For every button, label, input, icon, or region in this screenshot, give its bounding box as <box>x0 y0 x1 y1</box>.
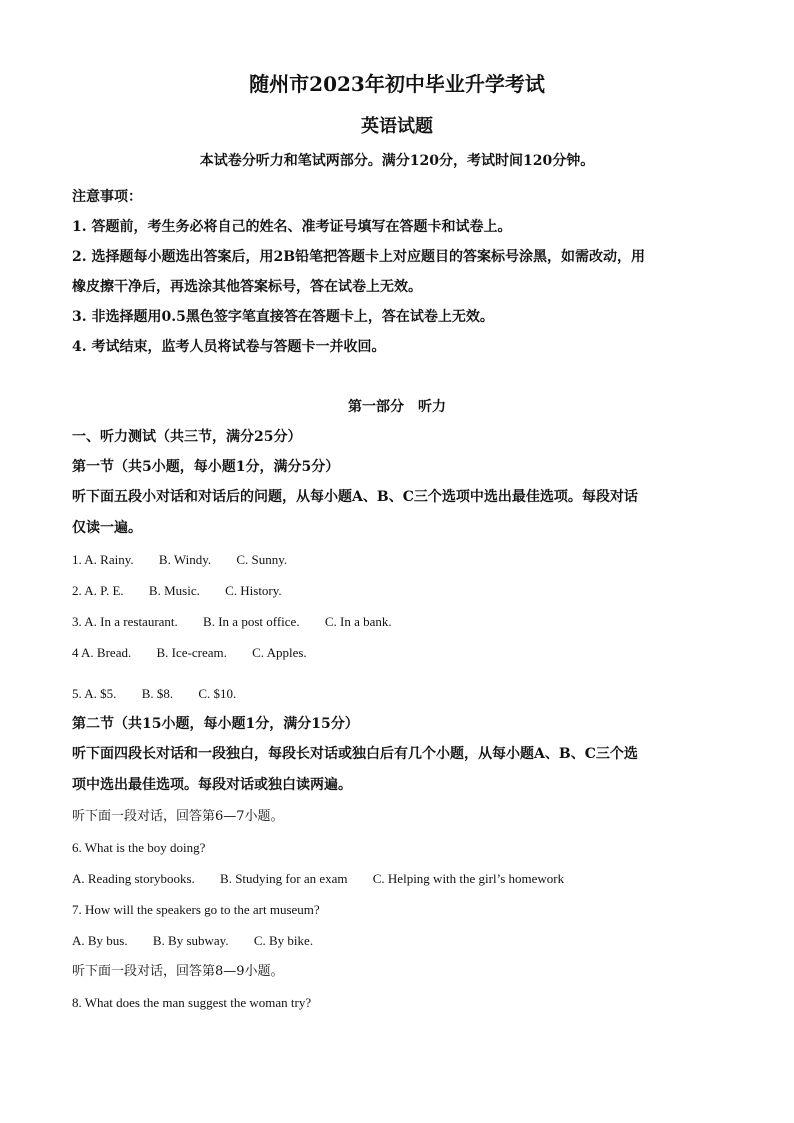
notes-item: 2. 选择题每小题选出答案后，用2B铅笔把答题卡上对应题目的答案标号涂黑，如需改动，用 <box>72 249 646 265</box>
question-5 <box>72 678 722 709</box>
option-c: C. Apples. <box>252 645 307 660</box>
notes-item: 3. 非选择题用0.5黑色签字笔直接答在答题卡上，答在试卷上无效。 <box>72 309 494 325</box>
question-number: 4 <box>72 645 79 660</box>
sec1-instruction-cont: 仅读一遍。 <box>72 520 142 536</box>
question-number: 2. <box>72 583 82 598</box>
option-c: C. By bike. <box>253 933 314 948</box>
sec2-instruction: 听下面四段长对话和一段独白，每段长对话或独白后有几个小题，从每小题A、B、C三个选 <box>72 746 638 762</box>
dialog-intro: 听下面一段对话，回答第8—9小题。 <box>72 964 284 979</box>
option-a: A. Rainy. <box>84 552 134 567</box>
question-6: 6. What is the boy doing? <box>72 840 206 855</box>
question-4 <box>72 637 722 668</box>
option-b: B. Studying for an exam <box>220 871 348 886</box>
option-b: B. Music. <box>148 583 200 598</box>
notes-item: 1. 答题前，考生务必将自己的姓名、准考证号填写在答题卡和试卷上。 <box>72 219 512 235</box>
question-number: 1. <box>72 552 82 567</box>
option-b: B. Ice-cream. <box>156 645 227 660</box>
question-8: 8. What does the man suggest the woman try? <box>72 995 312 1010</box>
question-1 <box>72 544 722 575</box>
option-a: A. By bus. <box>72 933 128 948</box>
option-b: B. Windy. <box>158 552 212 567</box>
option-c: C. Sunny. <box>236 552 288 567</box>
option-a: A. $5. <box>84 686 117 701</box>
option-a: A. In a restaurant. <box>84 614 178 629</box>
option-c: C. Helping with the girl’s homework <box>372 871 565 886</box>
question-7-options <box>72 925 722 956</box>
option-b: B. By subway. <box>152 933 229 948</box>
sec2-instruction-cont: 项中选出最佳选项。每段对话或独白读两遍。 <box>72 777 352 793</box>
question-7: 7. How will the speakers go to the art museum? <box>72 902 320 917</box>
exam-intro: 本试卷分听力和笔试两部分。满分120分，考试时间120分钟。 <box>199 153 595 169</box>
question-6-options <box>72 863 722 894</box>
listening-section-title: 一、听力测试（共三节，满分25分） <box>72 429 302 445</box>
option-a: A. Bread. <box>81 645 132 660</box>
option-c: C. In a bank. <box>324 614 392 629</box>
option-b: B. $8. <box>141 686 174 701</box>
notes-item: 4. 考试结束，监考人员将试卷与答题卡一并收回。 <box>72 339 386 355</box>
question-number: 5. <box>72 686 82 701</box>
notes-item: 橡皮擦干净后，再选涂其他答案标号，答在试卷上无效。 <box>72 279 422 295</box>
exam-title: 随州市2023年初中毕业升学考试 <box>249 72 545 96</box>
option-a: A. Reading storybooks. <box>72 871 195 886</box>
part1-heading: 第一部分 听力 <box>348 399 446 415</box>
sec2-title: 第二节（共15小题，每小题1分，满分15分） <box>72 716 359 732</box>
exam-subtitle: 英语试题 <box>361 116 433 137</box>
sec1-title: 第一节（共5小题，每小题1分，满分5分） <box>72 459 340 475</box>
option-c: C. $10. <box>198 686 237 701</box>
question-2 <box>72 575 722 606</box>
option-c: C. History. <box>225 583 282 598</box>
option-b: B. In a post office. <box>203 614 300 629</box>
sec1-instruction: 听下面五段小对话和对话后的问题，从每小题A、B、C三个选项中选出最佳选项。每段对话 <box>72 489 638 505</box>
dialog-intro: 听下面一段对话，回答第6—7小题。 <box>72 809 284 824</box>
notes-heading: 注意事项： <box>72 189 142 205</box>
question-3 <box>72 606 722 637</box>
option-a: A. P. E. <box>84 583 124 598</box>
question-number: 3. <box>72 614 82 629</box>
